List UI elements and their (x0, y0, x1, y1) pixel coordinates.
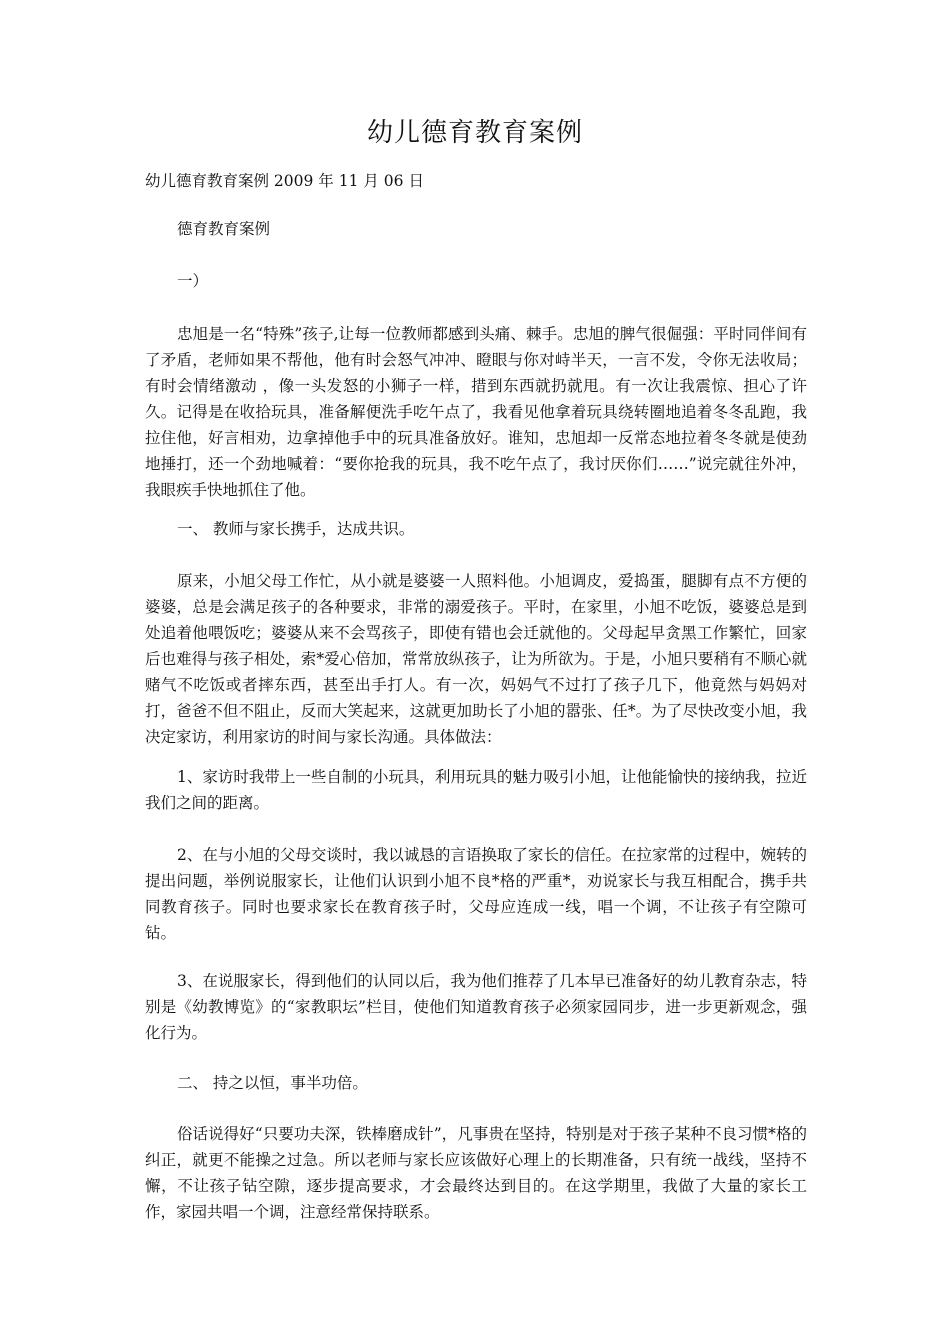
section-heading-2: 二、 持之以恒，事半功倍。 (177, 1074, 368, 1092)
paragraph-method-2: 2、在与小旭的父母交谈时，我以诚恳的言语换取了家长的信任。在拉家常的过程中，婉转的提出问题，举例说服家长，让他们认识到小旭不良*格的严重*，劝说家长与我互相配合，携手共同教育孩子。同时也要求家长在教育孩子时，父母应连成一线，唱一个调，不让孩子有空隙可钻。 (145, 846, 807, 942)
paragraph-section-marker: 一） (177, 272, 209, 290)
paragraph-method-1: 1、家访时我带上一些自制的小玩具，利用玩具的魅力吸引小旭，让他能愉快的接纳我，拉近我们之间的距离。 (145, 768, 807, 812)
paragraph-method-3: 3、在说服家长，得到他们的认同以后，我为他们推荐了几本早已准备好的幼儿教育杂志，特别是《幼教博览》的“家教职坛”栏目，使他们知道教育孩子必须家园同步，进一步更新观念，强化行为。 (145, 972, 807, 1042)
paragraph-background: 原来，小旭父母工作忙，从小就是婆婆一人照料他。小旭调皮，爱捣蛋，腿脚有点不方便的婆婆，总是会满足孩子的各种要求，非常的溺爱孩子。平时，在家里，小旭不吃饭，婆婆总是到处追着他喂饭吃；婆婆从来不会骂孩子，即使有错也会迁就他的。父母起早贪黑工作繁忙，回家后也难得与孩子相处，索*爱心倍加，常常放纵孩子，让为所欲为。于是，小旭只要稍有不顺心就赌气不吃饭或者摔东西，甚至出手打人。有一次，妈妈气不过打了孩子几下，他竟然与妈妈对打，爸爸不但不阻止，反而大笑起来，这就更加助长了小旭的嚣张、任*。为了尽快改变小旭，我决定家访，利用家访的时间与家长沟通。具体做法： (145, 572, 807, 746)
paragraph-persistence: 俗话说得好“只要功夫深，铁棒磨成针”，凡事贵在坚持，特别是对于孩子某种不良习惯*格的纠正，就更不能操之过急。所以老师与家长应该做好心理上的长期准备，只有统一战线，坚持不懈，不让孩子钻空隙，逐步提高要求，才会最终达到目的。在这学期里，我做了大量的家长工作，家园共唱一个调，注意经常保持联系。 (145, 1125, 807, 1221)
document-meta-line: 幼儿德育教育案例 2009 年 11 月 06 日 (145, 172, 424, 190)
section-heading-1: 一、 教师与家长携手，达成共识。 (177, 520, 415, 538)
paragraph-subtitle: 德育教育案例 (177, 220, 271, 238)
paragraph-case-description: 忠旭是一名“特殊”孩子,让每一位教师都感到头痛、棘手。忠旭的脾气很倔强：平时同伴间有了矛盾，老师如果不帮他，他有时会怒气冲冲、瞪眼与你对峙半天，一言不发，令你无法收局；有时会情绪激动 ，像一头发怒的小狮子一样，措到东西就扔就甩。有一次让我震惊、担心了许久。记得是在收拾玩具，准备解便洗手吃午点了，我看见他拿着玩具绕转圈地追着冬冬乱跑，我拉住他，好言相劝，边拿掉他手中的玩具准备放好。谁知，忠旭却一反常态地拉着冬冬就是使劲地捶打，还一个劲地喊着：“要你抢我的玩具，我不吃午点了，我讨厌你们……”说完就往外冲，我眼疾手快地抓住了他。 (145, 325, 807, 499)
document-title: 幼儿德育教育案例 (366, 118, 583, 148)
